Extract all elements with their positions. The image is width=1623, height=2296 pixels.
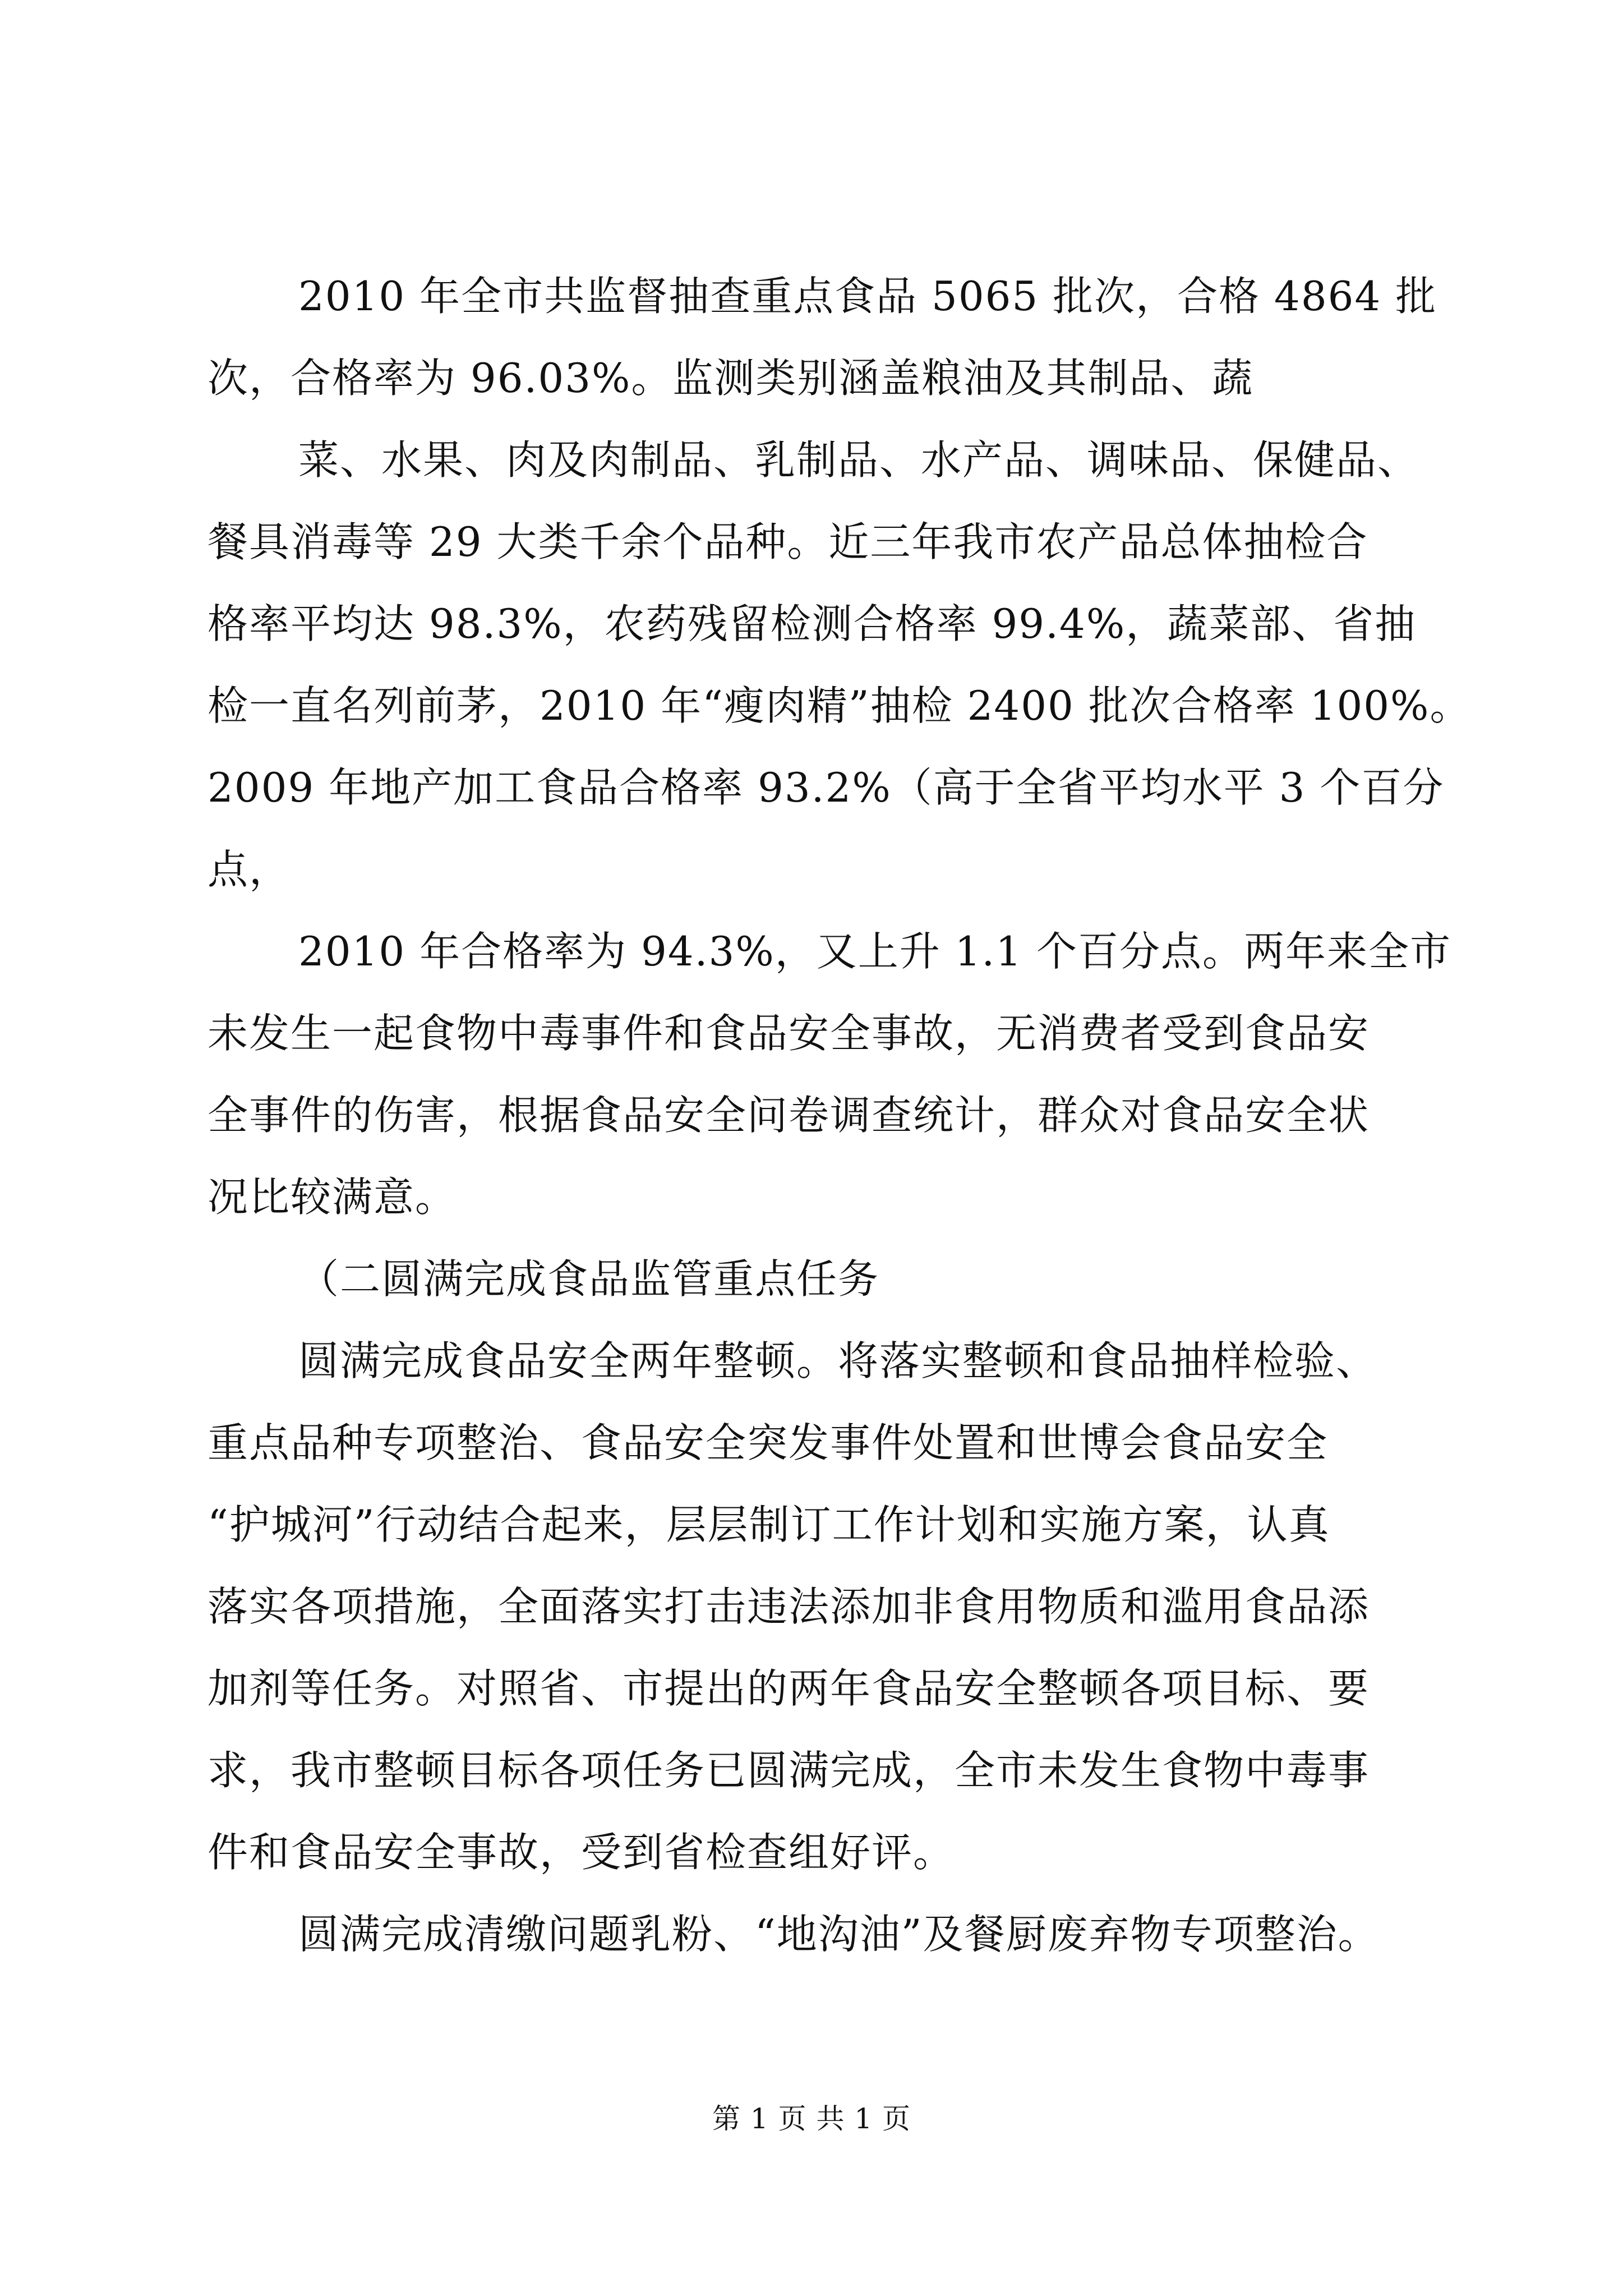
text-line: 况比较满意。 <box>208 1174 457 1221</box>
text-line: 2010 年全市共监督抽查重点食品 5065 批次，合格 4864 批 <box>298 273 1437 320</box>
text-line: 点， <box>208 846 291 893</box>
text-line: 次，合格率为 96.03%。监测类别涵盖粮油及其制品、蔬 <box>208 355 1254 402</box>
text-line: 格率平均达 98.3%，农药残留检测合格率 99.4%，蔬菜部、省抽 <box>208 600 1417 647</box>
document-body <box>208 255 1472 1975</box>
text-line: 全事件的伤害，根据食品安全问卷调查统计，群众对食品安全状 <box>208 1092 1370 1139</box>
text-line: 未发生一起食物中毒事件和食品安全事故，无消费者受到食品安 <box>208 1010 1370 1057</box>
text-line: 2010 年合格率为 94.3%，又上升 1.1 个百分点。两年来全市 <box>298 928 1452 975</box>
text-line: 落实各项措施，全面落实打击违法添加非食用物质和滥用食品添 <box>208 1583 1370 1630</box>
text-line: 圆满完成清缴问题乳粉、“地沟油”及餐厨废弃物专项整治。 <box>298 1911 1380 1958</box>
section-heading: （二圆满完成食品监管重点任务 <box>298 1255 880 1303</box>
text-line: “护城河”行动结合起来，层层制订工作计划和实施方案，认真 <box>208 1501 1330 1548</box>
text-line: 2009 年地产加工食品合格率 93.2%（高于全省平均水平 3 个百分 <box>208 764 1445 811</box>
text-line: 检一直名列前茅，2010 年“瘦肉精”抽检 2400 批次合格率 100%。 <box>208 682 1472 729</box>
text-line: 餐具消毒等 29 大类千余个品种。近三年我市农产品总体抽检合 <box>208 518 1368 565</box>
page-number-footer: 第 1 页 共 1 页 <box>712 2102 911 2135</box>
text-line: 重点品种专项整治、食品安全突发事件处置和世博会食品安全 <box>208 1419 1329 1466</box>
text-line: 件和食品安全事故，受到省检查组好评。 <box>208 1829 955 1876</box>
text-line: 菜、水果、肉及肉制品、乳制品、水产品、调味品、保健品、 <box>298 436 1419 484</box>
text-line: 加剂等任务。对照省、市提出的两年食品安全整顿各项目标、要 <box>208 1665 1370 1712</box>
text-line: 圆满完成食品安全两年整顿。将落实整顿和食品抽样检验、 <box>298 1337 1378 1384</box>
text-line: 求，我市整顿目标各项任务已圆满完成，全市未发生食物中毒事 <box>208 1747 1370 1794</box>
